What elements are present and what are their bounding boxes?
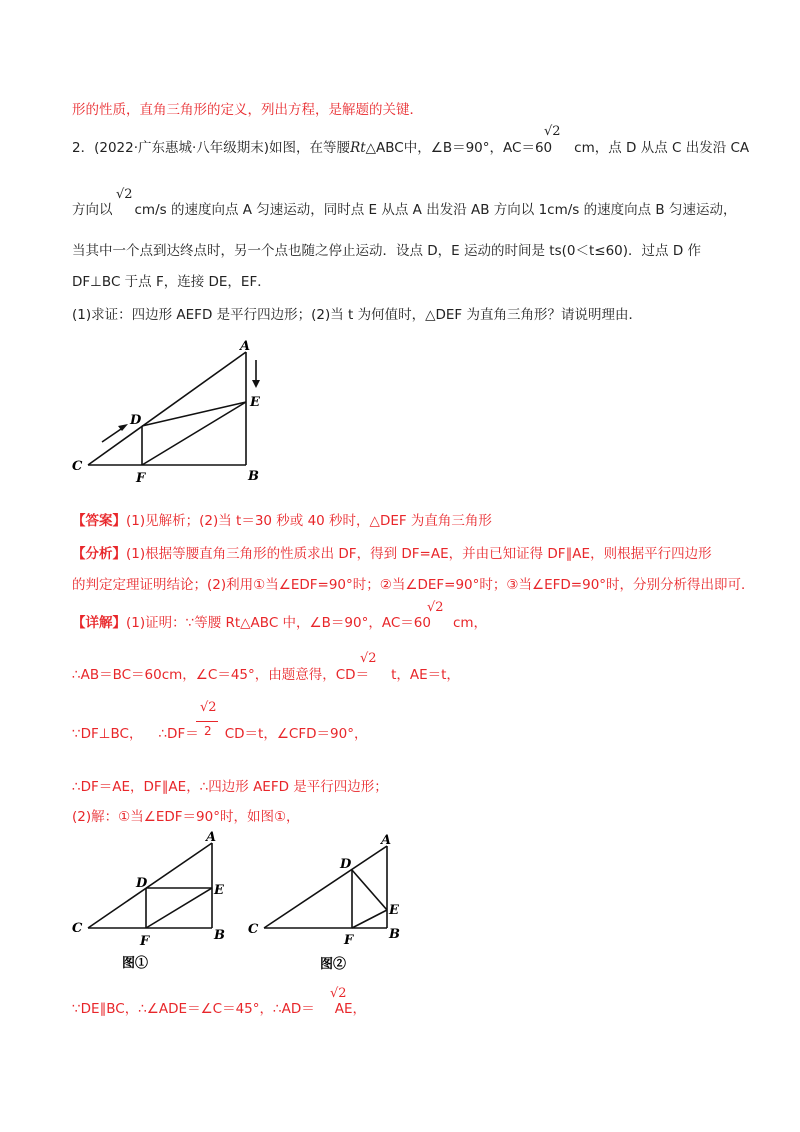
problem-line-1 bbox=[72, 139, 749, 157]
label-f: F bbox=[344, 933, 354, 948]
detail-text-3b: ∴DF＝ bbox=[158, 726, 199, 742]
detail-text-6: ∵DE∥BC，∴∠ADE＝∠C＝45°，∴AD＝ bbox=[72, 1001, 315, 1017]
label-d: D bbox=[130, 413, 142, 428]
analysis-line-2: 的判定定理证明结论；(2)利用①当∠EDF=90°时；②当∠DEF=90°时；③当∠EFD=90°时，分别分析得出即可． bbox=[72, 577, 755, 593]
segment-ef bbox=[142, 402, 246, 465]
detail-text-3c: CD＝t，∠CFD＝90°， bbox=[224, 726, 368, 742]
segment-ca bbox=[264, 846, 387, 928]
figure-2-caption: 图② bbox=[320, 957, 347, 972]
triangle-name: △ABC bbox=[365, 140, 404, 156]
fraction-numerator: √2 bbox=[200, 700, 217, 715]
analysis-text-1: (1)根据等腰直角三角形的性质求出 DF，得到 DF=AE，并由已知证得 DF∥AE，则根据平行四边形 bbox=[126, 546, 712, 562]
problem-motion: cm/s 的速度向点 A 匀速运动，同时点 E 从点 A 出发沿 AB 方向以 1cm/s 的速度向点 B 匀速运动， bbox=[134, 202, 737, 218]
sqrt2-symbol: √2 bbox=[116, 187, 133, 202]
problem-intro: 2．(2022·广东惠城·八年级期末)如图，在等腰 bbox=[72, 140, 351, 156]
label-c: C bbox=[72, 921, 83, 936]
answer-tag: 【答案】 bbox=[72, 513, 126, 529]
detail-text-1-unit: cm， bbox=[452, 615, 488, 631]
figure-1 bbox=[60, 825, 245, 975]
label-b: B bbox=[389, 927, 400, 942]
sqrt2-symbol: √2 bbox=[330, 986, 347, 1001]
detail-line-2 bbox=[72, 666, 460, 684]
label-c: C bbox=[248, 922, 259, 937]
analysis-line-1 bbox=[72, 545, 712, 563]
main-figure bbox=[60, 330, 300, 490]
label-d: D bbox=[340, 857, 352, 872]
label-a: A bbox=[381, 833, 392, 848]
label-f: F bbox=[140, 934, 150, 949]
label-e: E bbox=[250, 395, 260, 410]
sqrt2-symbol: √2 bbox=[360, 651, 377, 666]
segment-ca bbox=[88, 843, 212, 928]
label-a: A bbox=[206, 830, 217, 845]
label-e: E bbox=[389, 903, 399, 918]
label-e: E bbox=[214, 883, 224, 898]
label-c: C bbox=[72, 459, 83, 474]
detail-line-3 bbox=[72, 725, 367, 743]
detail-tag: 【详解】 bbox=[72, 615, 126, 631]
problem-line-3: 当其中一个点到达终点时，另一个点也随之停止运动．设点 D，E 运动的时间是 ts(0＜t≤60)．过点 D 作 bbox=[72, 243, 702, 259]
problem-line-4: DF⊥BC 于点 F，连接 DE，EF． bbox=[72, 274, 271, 290]
detail-text-6-post: AE， bbox=[334, 1001, 367, 1017]
figure-2 bbox=[240, 830, 415, 975]
label-b: B bbox=[248, 469, 259, 484]
rt-symbol: Rt bbox=[350, 140, 366, 156]
arrow-e-head bbox=[252, 380, 260, 388]
analysis-tag: 【分析】 bbox=[72, 546, 126, 562]
label-a: A bbox=[240, 339, 251, 354]
figure-1-caption: 图① bbox=[122, 956, 149, 971]
solution-tail-text: 形的性质，直角三角形的定义，列出方程，是解题的关键． bbox=[72, 102, 423, 118]
detail-text-2: ∴AB＝BC＝60cm，∠C＝45°，由题意得，CD＝ bbox=[72, 667, 370, 683]
detail-line-6 bbox=[72, 1000, 366, 1018]
label-f: F bbox=[136, 471, 146, 486]
label-d: D bbox=[136, 876, 148, 891]
problem-direction: 方向以 bbox=[72, 202, 113, 218]
segment-de bbox=[352, 870, 387, 910]
detail-text-3a: ∵DF⊥BC， bbox=[72, 726, 143, 742]
detail-line-4: ∴DF＝AE，DF∥AE，∴四边形 AEFD 是平行四边形； bbox=[72, 779, 388, 795]
detail-line-5: (2)解：①当∠EDF＝90°时，如图①， bbox=[72, 809, 300, 825]
segment-de bbox=[142, 402, 246, 426]
problem-questions: (1)求证：四边形 AEFD 是平行四边形；(2)当 t 为何值时，△DEF 为直角三角形？请说明理由． bbox=[72, 307, 642, 323]
segment-ca bbox=[88, 352, 246, 465]
sqrt2-symbol: √2 bbox=[427, 600, 444, 615]
detail-text-2-post: t，AE＝t， bbox=[391, 667, 460, 683]
label-b: B bbox=[214, 928, 225, 943]
segment-ef bbox=[146, 888, 212, 928]
problem-line-2 bbox=[72, 201, 736, 219]
fraction-denominator: 2 bbox=[204, 724, 212, 738]
answer-text: (1)见解析；(2)当 t＝30 秒或 40 秒时，△DEF 为直角三角形 bbox=[126, 513, 492, 529]
detail-line-1 bbox=[72, 614, 487, 632]
answer-line bbox=[72, 512, 492, 530]
problem-condition: 中，∠B＝90°，AC＝60 bbox=[403, 140, 553, 156]
sqrt2-symbol: √2 bbox=[544, 124, 561, 139]
fraction-bar bbox=[196, 721, 218, 722]
detail-text-1: (1)证明：∵等腰 Rt△ABC 中，∠B＝90°，AC＝60 bbox=[126, 615, 431, 631]
segment-ef bbox=[352, 910, 387, 928]
problem-condition-2: cm，点 D 从点 C 出发沿 CA bbox=[574, 140, 750, 156]
